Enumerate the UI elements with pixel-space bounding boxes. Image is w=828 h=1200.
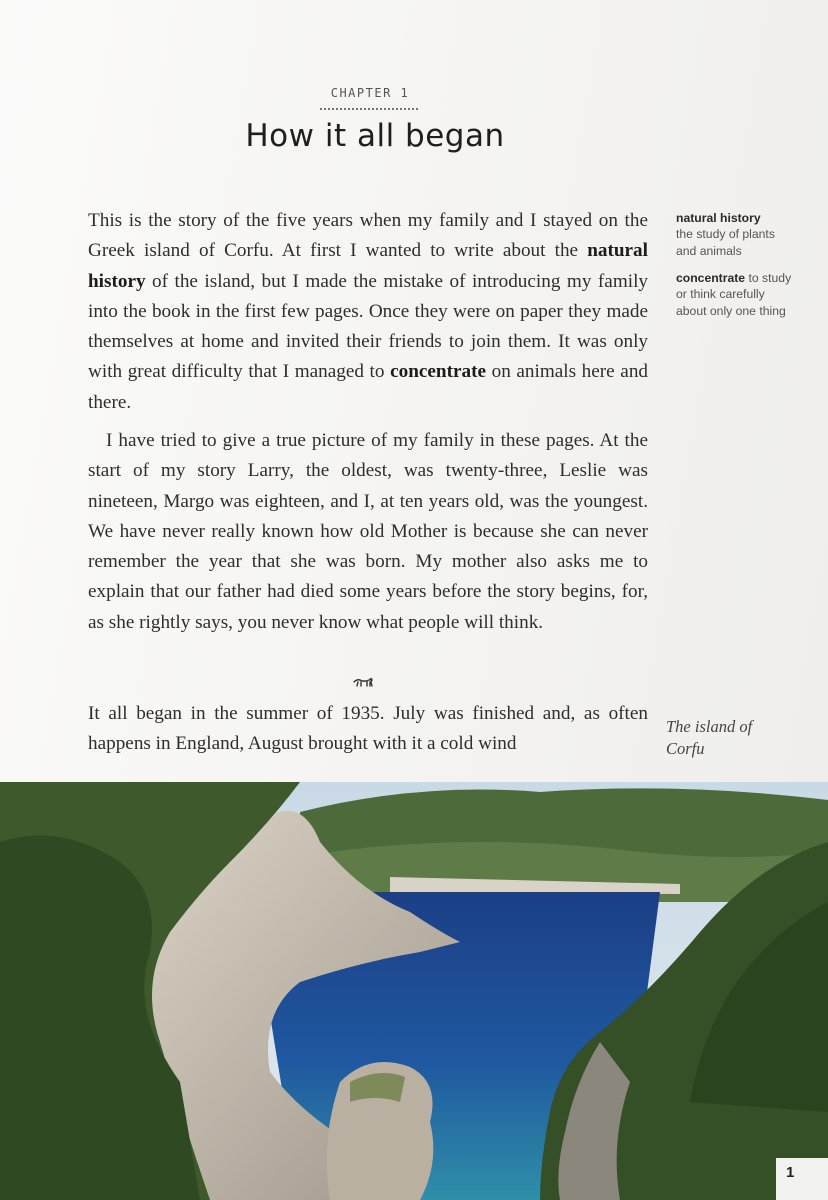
glossary-definition: the study of plants and animals	[676, 227, 775, 258]
glossary-term-natural-history: natural history	[88, 240, 648, 292]
paragraph-2-text: I have tried to give a true picture of my family in these pages. At the start of my story Larry, the oldest, was twenty-three, Leslie was nineteen, Margo was eighteen, and I, at ten years old, was the youngest. We have never really known how old Mother is because she can never remember the year that she was born. My mother also asks me to explain that our father had died some years before the story begins, for, as she rightly says, you never know what people will think.	[88, 430, 648, 633]
page-number: 1	[776, 1158, 828, 1200]
glossary-entry-concentrate	[676, 270, 796, 319]
corfu-coastline-photo	[0, 782, 828, 1200]
glossary-term-concentrate: concentrate	[390, 361, 486, 383]
photo-caption: The island of Corfu	[666, 717, 753, 758]
glossary-term: concentrate	[676, 271, 746, 285]
paragraph-3	[88, 699, 648, 760]
chapter-title: How it all began	[245, 118, 505, 154]
paragraph-3-text: It all began in the summer of 1935. July was finished and, as often happens in England, August brought with it a cold wind	[88, 703, 648, 755]
glossary-definition: to study or think carefully about only one thing	[676, 271, 792, 318]
paragraph-2	[88, 426, 648, 638]
paragraph-1-text-c: on animals here and there.	[88, 361, 649, 413]
chapter-rule	[320, 108, 418, 110]
paragraph-1	[88, 206, 648, 418]
paragraph-1-text-a: This is the story of the five years when my family and I stayed on the Greek island of Corfu. At first I wanted to write about the	[88, 210, 648, 262]
glossary-entry-natural-history	[676, 210, 796, 259]
glossary-term: natural history	[676, 211, 761, 225]
chapter-label: CHAPTER 1	[330, 86, 410, 100]
paragraph-1-text-b: of the island, but I made the mistake of introducing my family into the book in the first few pages. Once they were on paper they made themselves at home and invited their friends to join them. It was only with great difficulty that I managed to	[88, 270, 648, 383]
cat-divider-icon	[352, 676, 374, 688]
